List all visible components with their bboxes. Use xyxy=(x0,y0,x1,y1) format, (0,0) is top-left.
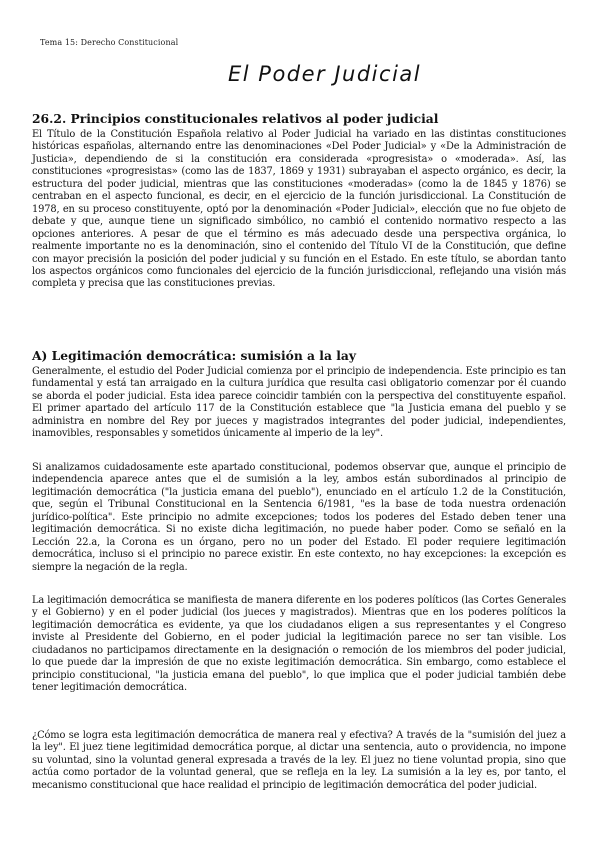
paragraph-principios: El Título de la Constitución Española relativo al Poder Judicial ha variado en las distintas constituciones históricas españolas, alternando entre las denominaciones «Del Poder Judicial» y «De la Administración de Justicia», dependiendo de si la constitución era considerada «progresista» o «moderada». Así, las constituciones «progresistas» (como las de 1837, 1869 y 1931) subrayaban el aspecto orgánico, es decir, la estructura del poder judicial, mientras que las constituciones «moderadas» (como la de 1845 y 1876) se centraban en el aspecto funcional, es decir, en el ejercicio de la función jurisdiccional. La Constitución de 1978, en su proceso constituyente, optó por la denominación «Poder Judicial», elección que no fue objeto de debate y que, aunque tiene un significado simbólico, no cambió el contenido normativo respecto a las opciones anteriores. A pesar de que el término es más adecuado desde una perspectiva orgánica, lo realmente importante no es la denominación, sino el contenido del Título VI de la Constitución, que define con mayor precisión la posición del poder judicial y su función en el Estado. En este título, se abordan tanto los aspectos orgánicos como funcionales del ejercicio de la función jurisdiccional, reflejando una visión más completa y precisa que las constituciones previas. xyxy=(32,129,566,290)
section-heading-principios: 26.2. Principios constitucionales relativos al poder judicial xyxy=(32,111,439,126)
paragraph-legitimacion-4: ¿Cómo se logra esta legitimación democrática de manera real y efectiva? A través de la "sumisión del juez a la ley". El juez tiene legitimidad democrática porque, al dictar una sentencia, auto o providencia, no impone su voluntad, sino la voluntad general expresada a través de la ley. El juez no tiene voluntad propia, sino que actúa como portador de la voluntad general, que se refleja en la ley. La sumisión a la ley es, por tanto, el mecanismo constitucional que hace realidad el principio de legitimación democrática del poder judicial. xyxy=(32,730,566,791)
paragraph-legitimacion-3: La legitimación democrática se manifiesta de manera diferente en los poderes políticos (las Cortes Generales y el Gobierno) y en el poder judicial (los jueces y magistrados). Mientras que en los poderes políticos la legitimación democrática es evidente, ya que los ciudadanos eligen a sus representantes y el Congreso inviste al Presidente del Gobierno, en el poder judicial la legitimación parece no ser tan visible. Los ciudadanos no participamos directamente en la designación o remoción de los miembros del poder judicial, lo que puede dar la impresión de que no existe legitimación democrática. Sin embargo, como establece el principio constitucional, "la justicia emana del pueblo", lo que implica que el poder judicial también debe tener legitimación democrática. xyxy=(32,595,566,694)
page-header-label: Tema 15: Derecho Constitucional xyxy=(40,38,179,47)
paragraph-legitimacion-1: Generalmente, el estudio del Poder Judicial comienza por el principio de independencia. Este principio es tan fundamental y está tan arraigado en la cultura jurídica que resulta casi obligatorio comenzar por él cuando se aborda el poder judicial. Esta idea parece coincidir también con la perspectiva del constituyente español. El primer apartado del artículo 117 de la Constitución establece que "la Justicia emana del pueblo y se administra en nombre del Rey por jueces y magistrados integrantes del poder judicial, independientes, inamovibles, responsables y sometidos únicamente al imperio de la ley". xyxy=(32,366,566,440)
section-heading-legitimacion: A) Legitimación democrática: sumisión a la lay xyxy=(32,348,357,363)
paragraph-legitimacion-2: Si analizamos cuidadosamente este apartado constitucional, podemos observar que, aunque el principio de independencia aparece antes que el de sumisión a la ley, ambos están subordinados al principio de legitimación democrática ("la justicia emana del pueblo"), enunciado en el artículo 1.2 de la Constitución, que, según el Tribunal Constitucional en la Sentencia 6/1981, "es la base de toda nuestra ordenación jurídico-política". Este principio no admite excepciones; todos los poderes del Estado deben tener una legitimación democrática. Si no existe dicha legitimación, no puede haber poder. Como se señaló en la Lección 22.a, la Corona es un órgano, pero no un poder del Estado. El poder requiere legitimación democrática, incluso si el principio no parece existir. En este contexto, no hay excepciones: la excepción es siempre la negación de la regla. xyxy=(32,462,566,573)
page-title: El Poder Judicial xyxy=(228,62,422,86)
